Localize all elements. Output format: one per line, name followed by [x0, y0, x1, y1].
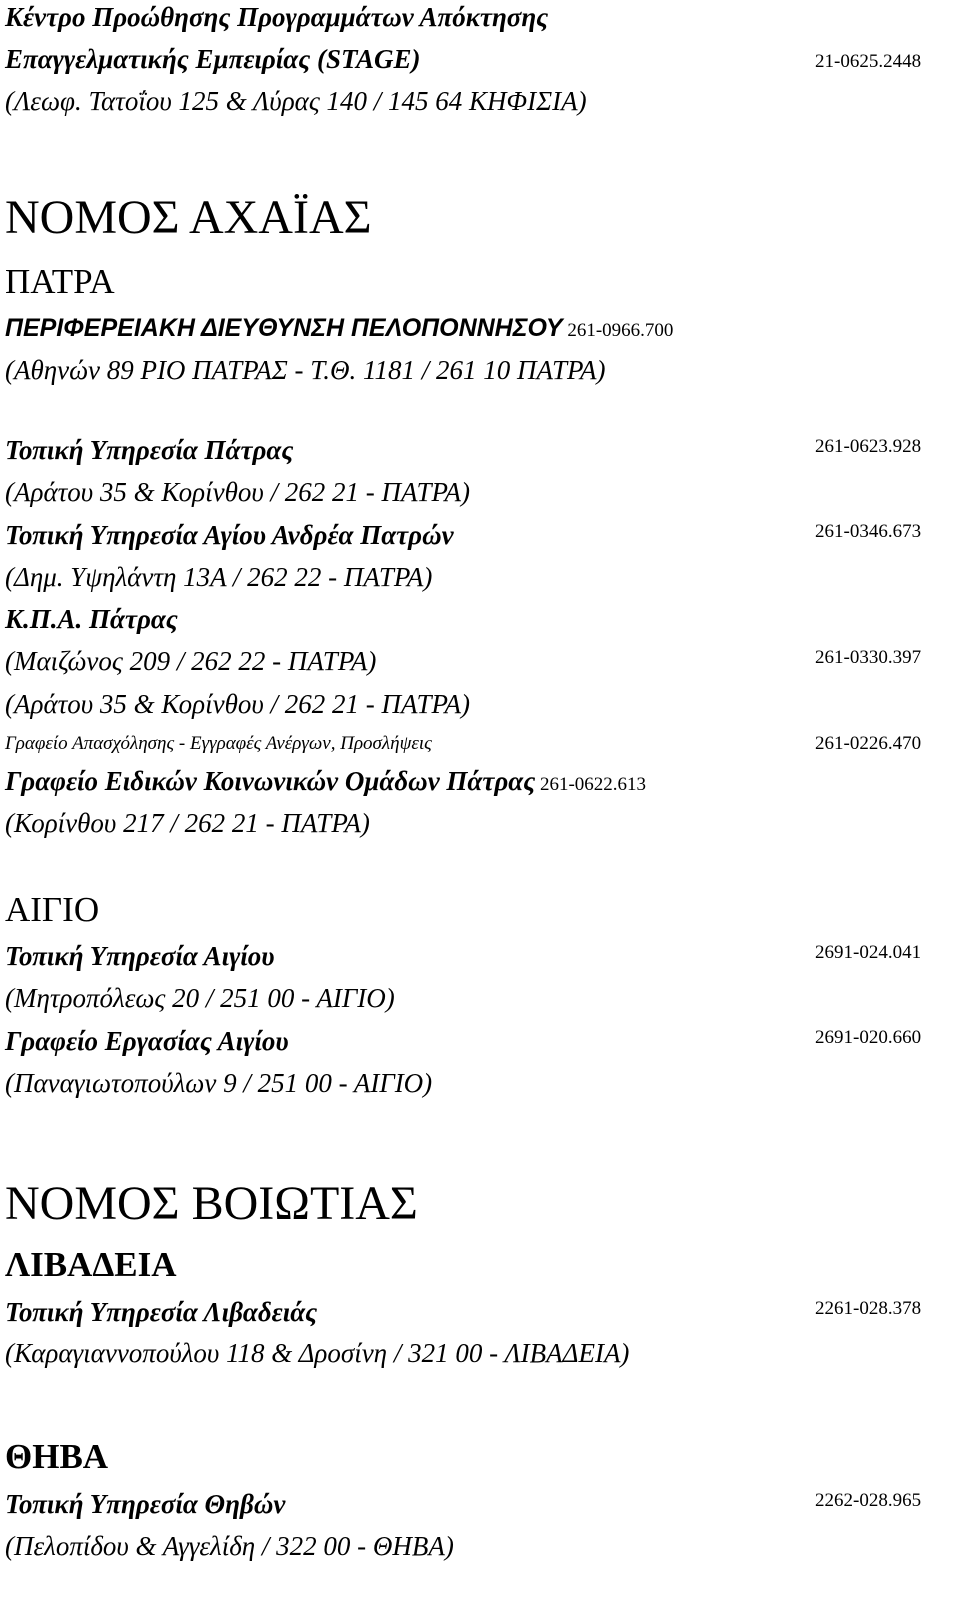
org-name-line2: Επαγγελματικής Εμπειρίας (STAGE)	[5, 44, 421, 74]
special-groups-office	[5, 768, 646, 795]
office-phone: 261-0623.928	[815, 436, 922, 457]
office-address: (Καραγιαννοπούλου 118 & Δροσίνη / 321 00 - ΛΙΒΑΔΕΙΑ)	[5, 1338, 630, 1368]
office-address: (Μητροπόλεως 20 / 251 00 - ΑΙΓΙΟ)	[5, 983, 395, 1013]
regional-directorate	[5, 316, 673, 341]
office-phone: 2691-024.041	[815, 942, 922, 963]
city-heading: ΛΙΒΑΔΕΙΑ	[5, 1245, 177, 1284]
regional-directorate-title: ΠΕΡΙΦΕΡΕΙΑΚΗ ΔΙΕΥΘΥΝΣΗ ΠΕΛΟΠΟΝΝΗΣΟΥ	[5, 314, 563, 342]
office-address: (Αράτου 35 & Κορίνθου / 262 21 - ΠΑΤΡΑ)	[5, 689, 471, 719]
office-phone: 261-0622.613	[539, 774, 647, 795]
office-phone: 261-0330.397	[815, 647, 922, 668]
office-title: Τοπική Υπηρεσία Λιβαδειάς	[5, 1297, 318, 1327]
nomos-heading: ΝΟΜΟΣ ΑΧΑΪΑΣ	[5, 191, 372, 244]
office-phone: 261-0346.673	[815, 521, 922, 542]
office-title: Τοπική Υπηρεσία Θηβών	[5, 1489, 286, 1519]
city-heading: ΠΑΤΡΑ	[5, 262, 115, 301]
office-address: (Κορίνθου 217 / 262 21 - ΠΑΤΡΑ)	[5, 808, 370, 838]
office-phone: 2261-028.378	[815, 1298, 922, 1319]
regional-directorate-address: (Αθηνών 89 ΡΙΟ ΠΑΤΡΑΣ - Τ.Θ. 1181 / 261 10 ΠΑΤΡΑ)	[5, 355, 606, 385]
office-address: (Παναγιωτοπούλων 9 / 251 00 - ΑΙΓΙΟ)	[5, 1068, 433, 1098]
office-address: (Πελοπίδου & Αγγελίδη / 322 00 - ΘΗΒΑ)	[5, 1531, 454, 1561]
office-title: Τοπική Υπηρεσία Πάτρας	[5, 435, 294, 465]
office-title: Κ.Π.Α. Πάτρας	[5, 604, 178, 634]
office-title: Τοπική Υπηρεσία Αγίου Ανδρέα Πατρών	[5, 520, 454, 550]
office-address: (Αράτου 35 & Κορίνθου / 262 21 - ΠΑΤΡΑ)	[5, 477, 471, 507]
org-address: (Λεωφ. Τατοΐου 125 & Λύρας 140 / 145 64 ΚΗΦΙΣΙΑ)	[5, 86, 587, 116]
city-heading: ΘΗΒΑ	[5, 1437, 109, 1476]
office-title: Γραφείο Εργασίας Αιγίου	[5, 1026, 289, 1056]
office-phone: 2262-028.965	[815, 1490, 922, 1511]
office-address: (Μαιζώνος 209 / 262 22 - ΠΑΤΡΑ)	[5, 646, 377, 676]
office-phone: 261-0226.470	[815, 733, 922, 754]
org-phone: 21-0625.2448	[815, 51, 922, 72]
office-title: Τοπική Υπηρεσία Αιγίου	[5, 941, 275, 971]
org-name-line1: Κέντρο Προώθησης Προγραμμάτων Απόκτησης	[5, 2, 549, 32]
regional-directorate-phone: 261-0966.700	[567, 320, 674, 341]
office-address: (Δημ. Υψηλάντη 13Α / 262 22 - ΠΑΤΡΑ)	[5, 562, 433, 592]
office-title: Γραφείο Ειδικών Κοινωνικών Ομάδων Πάτρας	[5, 766, 536, 796]
nomos-heading: ΝΟΜΟΣ ΒΟΙΩΤΙΑΣ	[5, 1177, 418, 1230]
office-phone: 2691-020.660	[815, 1027, 922, 1048]
city-heading: ΑΙΓΙΟ	[5, 890, 100, 929]
office-note: Γραφείο Απασχόλησης - Εγγραφές Ανέργων, Προσλήψεις	[5, 733, 432, 754]
